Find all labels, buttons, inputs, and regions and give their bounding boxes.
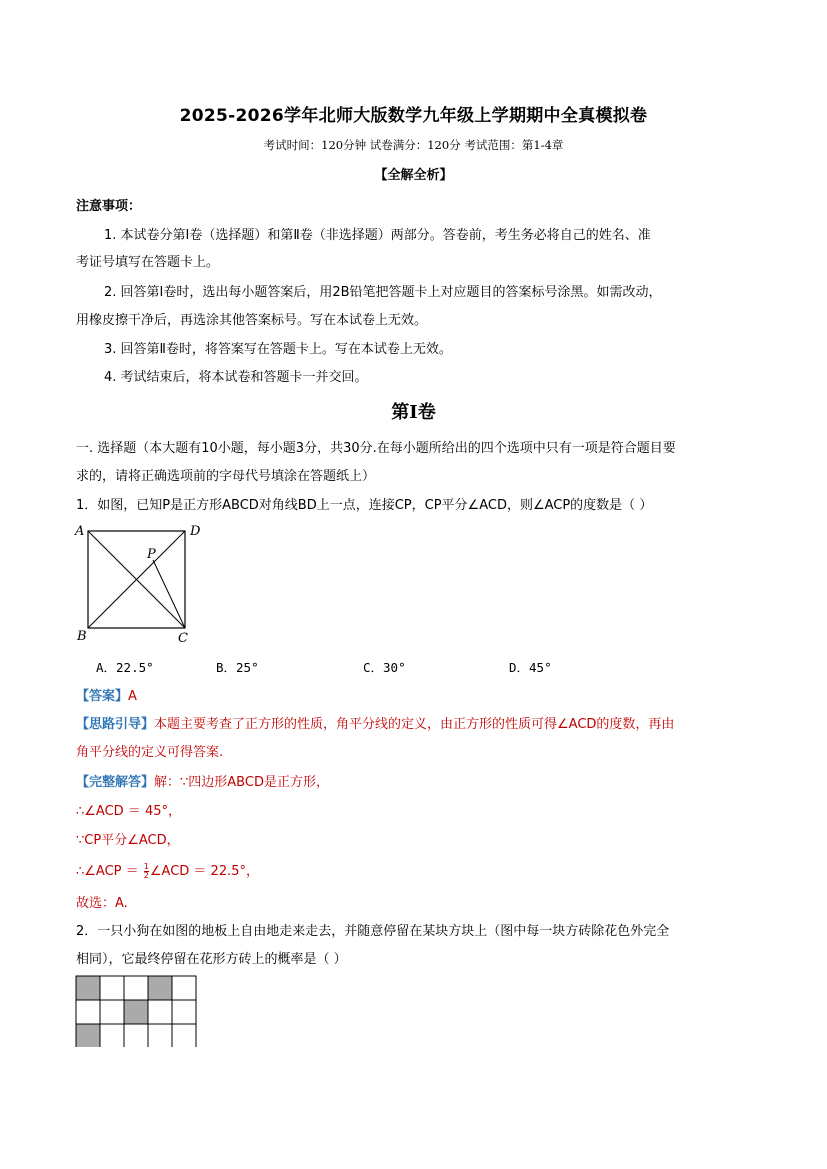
fraction-denominator: 2 bbox=[143, 871, 149, 880]
plain-tile bbox=[172, 1000, 196, 1024]
plain-tile bbox=[172, 1024, 196, 1047]
hint-text: 本题主要考查了正方形的性质，角平分线的定义，由正方形的性质可得∠ACD的度数，再由 bbox=[154, 717, 675, 732]
option-c: C．30° bbox=[363, 660, 406, 675]
plain-tile bbox=[124, 1024, 148, 1047]
plain-tile bbox=[124, 976, 148, 1000]
segment-cp bbox=[153, 560, 185, 628]
floor-tile-grid bbox=[75, 975, 197, 1047]
solution-line-2: ∴∠ACD ＝ 45°， bbox=[76, 804, 181, 819]
question-2-stem: 2．一只小狗在如图的地板上自由地走来走去，并随意停留在某块方块上（图中每一块方砖除花色外完全 bbox=[76, 924, 670, 939]
full-parse-label: 【全解全析】 bbox=[374, 168, 453, 183]
option-b: B．25° bbox=[216, 660, 259, 675]
plain-tile bbox=[172, 976, 196, 1000]
note-item-1: 1. 本试卷分第Ⅰ卷（选择题）和第Ⅱ卷（非选择题）两部分。答卷前，考生务必将自己的姓名、准 bbox=[104, 228, 651, 243]
section-intro-cont: 求的，请将正确选项前的字母代号填涂在答题纸上） bbox=[76, 469, 376, 484]
section-title: 第I卷 bbox=[391, 402, 436, 423]
question-2-stem-cont: 相同），它最终停留在花形方砖上的概率是（ ） bbox=[76, 952, 347, 967]
hint-tag: 【思路引导】 bbox=[76, 717, 155, 732]
note-item-3: 3. 回答第Ⅱ卷时，将答案写在答题卡上。写在本试卷上无效。 bbox=[104, 342, 452, 357]
fraction-numerator: 1 bbox=[143, 862, 149, 871]
solution-text-1: 解：∵四边形ABCD是正方形， bbox=[154, 775, 329, 790]
plain-tile bbox=[100, 976, 124, 1000]
solution-tag: 【完整解答】 bbox=[76, 775, 155, 790]
plain-tile bbox=[100, 1000, 124, 1024]
label-p: P bbox=[147, 547, 156, 562]
answer-line bbox=[76, 685, 137, 704]
solution-text-4b: ∠ACD ＝ 22.5°， bbox=[149, 864, 259, 879]
notes-heading: 注意事项： bbox=[76, 199, 142, 214]
note-item-1-cont: 考证号填写在答题卡上。 bbox=[76, 255, 220, 270]
label-b: B bbox=[77, 629, 87, 644]
flower-tile bbox=[148, 976, 172, 1000]
flower-tile bbox=[124, 1000, 148, 1024]
plain-tile bbox=[100, 1024, 124, 1047]
exam-info: 考试时间：120分钟 试卷满分：120分 考试范围：第1-4章 bbox=[263, 138, 564, 152]
label-a: A bbox=[75, 524, 85, 539]
page-title: 2025-2026学年北师大版数学九年级上学期期中全真模拟卷 bbox=[179, 106, 648, 126]
solution-line-1 bbox=[76, 771, 329, 790]
option-d: D．45° bbox=[509, 660, 552, 675]
hint-text-cont: 角平分线的定义可得答案. bbox=[76, 745, 224, 760]
answer-value: A bbox=[128, 689, 137, 704]
note-item-4: 4. 考试结束后，将本试卷和答题卡一并交回。 bbox=[104, 370, 368, 385]
note-item-2-cont: 用橡皮擦干净后，再选涂其他答案标号。写在本试卷上无效。 bbox=[76, 313, 428, 328]
plain-tile bbox=[148, 1000, 172, 1024]
square-figure bbox=[74, 520, 209, 645]
flower-tile bbox=[76, 1024, 100, 1047]
note-item-2: 2. 回答第Ⅰ卷时，选出每小题答案后，用2B铅笔把答题卡上对应题目的答案标号涂黑。如需改动， bbox=[104, 285, 662, 300]
flower-tile bbox=[76, 976, 100, 1000]
answer-tag: 【答案】 bbox=[76, 689, 129, 704]
label-c: C bbox=[178, 631, 188, 645]
option-a: A．22.5° bbox=[96, 660, 154, 675]
hint-line bbox=[76, 713, 674, 732]
solution-line-4 bbox=[76, 860, 259, 880]
question-1-stem: 1．如图，已知P是正方形ABCD对角线BD上一点，连接CP，CP平分∠ACD，则∠ACP的度数是（ ） bbox=[76, 498, 653, 513]
section-intro: 一. 选择题（本大题有10小题，每小题3分，共30分.在每小题所给出的四个选项中只有一项是符合题目要 bbox=[76, 441, 676, 456]
plain-tile bbox=[148, 1024, 172, 1047]
plain-tile bbox=[76, 1000, 100, 1024]
solution-conclusion: 故选：A. bbox=[76, 896, 128, 911]
solution-text-4a: ∴∠ACP ＝ bbox=[76, 864, 143, 879]
fraction-half bbox=[144, 863, 149, 880]
label-d: D bbox=[190, 524, 201, 539]
solution-line-3: ∵CP平分∠ACD， bbox=[76, 833, 180, 848]
